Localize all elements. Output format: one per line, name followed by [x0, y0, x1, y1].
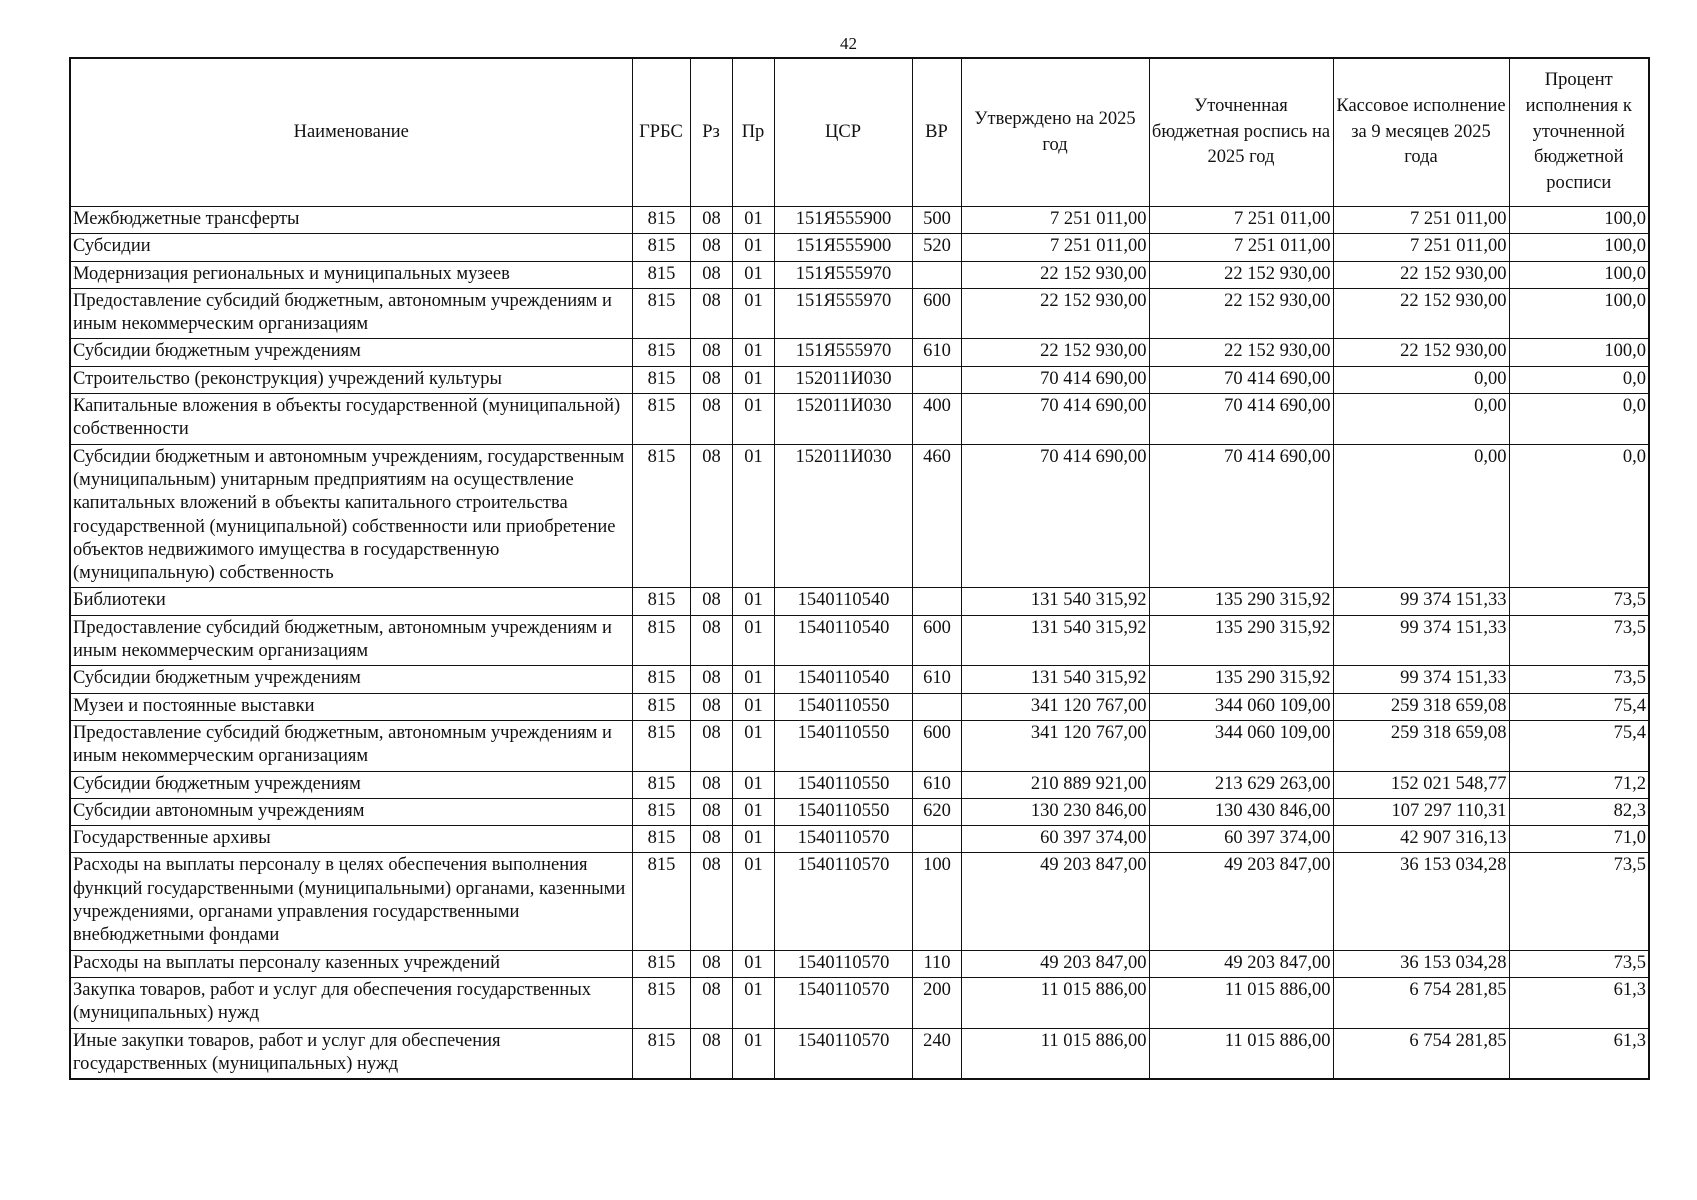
cell-approved: 11 015 886,00 — [961, 1028, 1149, 1079]
cell-percent: 100,0 — [1509, 288, 1649, 339]
cell-cash: 152 021 548,77 — [1333, 771, 1509, 798]
cell-vr: 500 — [912, 207, 961, 234]
cell-grbs: 815 — [632, 234, 690, 261]
cell-pr: 01 — [732, 771, 774, 798]
header-name: Наименование — [70, 58, 632, 207]
cell-refined: 22 152 930,00 — [1149, 339, 1333, 366]
cell-refined: 70 414 690,00 — [1149, 366, 1333, 393]
cell-approved: 49 203 847,00 — [961, 853, 1149, 950]
table-row — [70, 615, 1649, 666]
cell-rz: 08 — [690, 771, 732, 798]
cell-name: Субсидии бюджетным и автономным учреждениям, государственным (муниципальным) унитарным предприятиям на осуществление капитальных вложений в объекты капитального строительства государственной (муниципальной) собственности или приобретение объектов недвижимого имущества в государственную (муниципальную) собственность — [70, 444, 632, 588]
cell-percent: 71,0 — [1509, 826, 1649, 853]
cell-grbs: 815 — [632, 588, 690, 615]
cell-percent: 100,0 — [1509, 261, 1649, 288]
cell-approved: 131 540 315,92 — [961, 615, 1149, 666]
cell-grbs: 815 — [632, 444, 690, 588]
cell-csr: 1540110540 — [774, 615, 912, 666]
header-pr: Пр — [732, 58, 774, 207]
cell-vr — [912, 693, 961, 720]
cell-pr: 01 — [732, 366, 774, 393]
cell-approved: 7 251 011,00 — [961, 234, 1149, 261]
cell-vr — [912, 366, 961, 393]
cell-refined: 60 397 374,00 — [1149, 826, 1333, 853]
cell-cash: 36 153 034,28 — [1333, 853, 1509, 950]
cell-name: Предоставление субсидий бюджетным, автономным учреждениям и иным некоммерческим организациям — [70, 288, 632, 339]
cell-cash: 107 297 110,31 — [1333, 798, 1509, 825]
cell-refined: 135 290 315,92 — [1149, 588, 1333, 615]
cell-cash: 99 374 151,33 — [1333, 666, 1509, 693]
table-row — [70, 234, 1649, 261]
cell-csr: 1540110550 — [774, 693, 912, 720]
cell-rz: 08 — [690, 666, 732, 693]
cell-pr: 01 — [732, 798, 774, 825]
cell-percent: 73,5 — [1509, 853, 1649, 950]
cell-refined: 213 629 263,00 — [1149, 771, 1333, 798]
cell-vr: 620 — [912, 798, 961, 825]
cell-cash: 22 152 930,00 — [1333, 339, 1509, 366]
cell-percent: 82,3 — [1509, 798, 1649, 825]
cell-percent: 0,0 — [1509, 366, 1649, 393]
cell-percent: 73,5 — [1509, 666, 1649, 693]
table-row — [70, 394, 1649, 445]
table-row — [70, 261, 1649, 288]
cell-approved: 11 015 886,00 — [961, 977, 1149, 1028]
cell-vr: 600 — [912, 615, 961, 666]
cell-pr: 01 — [732, 693, 774, 720]
cell-rz: 08 — [690, 366, 732, 393]
cell-approved: 7 251 011,00 — [961, 207, 1149, 234]
cell-pr: 01 — [732, 950, 774, 977]
cell-refined: 7 251 011,00 — [1149, 234, 1333, 261]
cell-pr: 01 — [732, 1028, 774, 1079]
cell-csr: 151Я555900 — [774, 234, 912, 261]
cell-vr: 240 — [912, 1028, 961, 1079]
cell-pr: 01 — [732, 288, 774, 339]
cell-vr — [912, 588, 961, 615]
cell-csr: 151Я555970 — [774, 339, 912, 366]
cell-vr: 610 — [912, 666, 961, 693]
cell-percent: 61,3 — [1509, 1028, 1649, 1079]
cell-grbs: 815 — [632, 666, 690, 693]
cell-csr: 151Я555970 — [774, 261, 912, 288]
cell-grbs: 815 — [632, 207, 690, 234]
cell-percent: 75,4 — [1509, 720, 1649, 771]
cell-cash: 6 754 281,85 — [1333, 977, 1509, 1028]
cell-name: Предоставление субсидий бюджетным, автономным учреждениям и иным некоммерческим организациям — [70, 720, 632, 771]
table-row — [70, 444, 1649, 588]
cell-cash: 0,00 — [1333, 394, 1509, 445]
header-approved: Утверждено на 2025 год — [961, 58, 1149, 207]
table-body — [70, 207, 1649, 1080]
cell-refined: 70 414 690,00 — [1149, 444, 1333, 588]
cell-refined: 135 290 315,92 — [1149, 666, 1333, 693]
cell-cash: 259 318 659,08 — [1333, 693, 1509, 720]
cell-grbs: 815 — [632, 720, 690, 771]
cell-approved: 70 414 690,00 — [961, 394, 1149, 445]
cell-percent: 73,5 — [1509, 588, 1649, 615]
cell-name: Иные закупки товаров, работ и услуг для обеспечения государственных (муниципальных) нужд — [70, 1028, 632, 1079]
table-row — [70, 693, 1649, 720]
cell-approved: 22 152 930,00 — [961, 288, 1149, 339]
cell-grbs: 815 — [632, 977, 690, 1028]
table-row — [70, 207, 1649, 234]
cell-grbs: 815 — [632, 950, 690, 977]
cell-grbs: 815 — [632, 693, 690, 720]
table-row — [70, 771, 1649, 798]
cell-percent: 0,0 — [1509, 444, 1649, 588]
cell-csr: 1540110540 — [774, 588, 912, 615]
cell-percent: 75,4 — [1509, 693, 1649, 720]
cell-pr: 01 — [732, 720, 774, 771]
cell-pr: 01 — [732, 339, 774, 366]
cell-cash: 0,00 — [1333, 366, 1509, 393]
cell-percent: 61,3 — [1509, 977, 1649, 1028]
cell-name: Библиотеки — [70, 588, 632, 615]
cell-percent: 100,0 — [1509, 234, 1649, 261]
cell-approved: 49 203 847,00 — [961, 950, 1149, 977]
cell-refined: 11 015 886,00 — [1149, 977, 1333, 1028]
cell-approved: 70 414 690,00 — [961, 366, 1149, 393]
cell-grbs: 815 — [632, 853, 690, 950]
cell-name: Капитальные вложения в объекты государственной (муниципальной) собственности — [70, 394, 632, 445]
cell-grbs: 815 — [632, 615, 690, 666]
cell-pr: 01 — [732, 444, 774, 588]
cell-vr: 100 — [912, 853, 961, 950]
cell-csr: 1540110550 — [774, 798, 912, 825]
cell-csr: 1540110570 — [774, 826, 912, 853]
table-row — [70, 288, 1649, 339]
cell-vr: 110 — [912, 950, 961, 977]
cell-grbs: 815 — [632, 798, 690, 825]
cell-pr: 01 — [732, 207, 774, 234]
cell-pr: 01 — [732, 234, 774, 261]
table-row — [70, 1028, 1649, 1079]
cell-percent: 100,0 — [1509, 207, 1649, 234]
cell-refined: 7 251 011,00 — [1149, 207, 1333, 234]
cell-rz: 08 — [690, 207, 732, 234]
cell-pr: 01 — [732, 394, 774, 445]
cell-rz: 08 — [690, 720, 732, 771]
cell-rz: 08 — [690, 1028, 732, 1079]
cell-percent: 71,2 — [1509, 771, 1649, 798]
cell-cash: 42 907 316,13 — [1333, 826, 1509, 853]
table-row — [70, 798, 1649, 825]
cell-rz: 08 — [690, 977, 732, 1028]
header-percent: Процент исполнения к уточненной бюджетной росписи — [1509, 58, 1649, 207]
cell-name: Государственные архивы — [70, 826, 632, 853]
cell-refined: 344 060 109,00 — [1149, 693, 1333, 720]
cell-csr: 1540110540 — [774, 666, 912, 693]
cell-rz: 08 — [690, 853, 732, 950]
table-row — [70, 366, 1649, 393]
cell-cash: 6 754 281,85 — [1333, 1028, 1509, 1079]
cell-csr: 152011И030 — [774, 394, 912, 445]
cell-name: Расходы на выплаты персоналу казенных учреждений — [70, 950, 632, 977]
cell-rz: 08 — [690, 234, 732, 261]
cell-vr — [912, 261, 961, 288]
cell-name: Субсидии бюджетным учреждениям — [70, 666, 632, 693]
cell-pr: 01 — [732, 615, 774, 666]
cell-percent: 0,0 — [1509, 394, 1649, 445]
cell-vr: 460 — [912, 444, 961, 588]
cell-approved: 22 152 930,00 — [961, 339, 1149, 366]
cell-grbs: 815 — [632, 394, 690, 445]
header-csr: ЦСР — [774, 58, 912, 207]
header-vr: ВР — [912, 58, 961, 207]
table-row — [70, 977, 1649, 1028]
cell-pr: 01 — [732, 826, 774, 853]
cell-cash: 36 153 034,28 — [1333, 950, 1509, 977]
cell-vr: 610 — [912, 339, 961, 366]
table-row — [70, 826, 1649, 853]
cell-refined: 49 203 847,00 — [1149, 950, 1333, 977]
cell-approved: 341 120 767,00 — [961, 720, 1149, 771]
cell-name: Субсидии автономным учреждениям — [70, 798, 632, 825]
cell-name: Модернизация региональных и муниципальных музеев — [70, 261, 632, 288]
cell-approved: 70 414 690,00 — [961, 444, 1149, 588]
cell-csr: 1540110550 — [774, 771, 912, 798]
cell-grbs: 815 — [632, 771, 690, 798]
table-row — [70, 720, 1649, 771]
cell-cash: 99 374 151,33 — [1333, 588, 1509, 615]
cell-approved: 131 540 315,92 — [961, 666, 1149, 693]
page-number: 42 — [840, 34, 857, 53]
cell-grbs: 815 — [632, 288, 690, 339]
cell-approved: 131 540 315,92 — [961, 588, 1149, 615]
table-row — [70, 666, 1649, 693]
cell-vr — [912, 826, 961, 853]
table-row — [70, 853, 1649, 950]
cell-csr: 1540110570 — [774, 853, 912, 950]
cell-csr: 151Я555970 — [774, 288, 912, 339]
cell-percent: 73,5 — [1509, 950, 1649, 977]
cell-approved: 341 120 767,00 — [961, 693, 1149, 720]
cell-refined: 70 414 690,00 — [1149, 394, 1333, 445]
cell-rz: 08 — [690, 693, 732, 720]
header-refined: Уточненная бюджетная роспись на 2025 год — [1149, 58, 1333, 207]
cell-pr: 01 — [732, 588, 774, 615]
cell-grbs: 815 — [632, 261, 690, 288]
table-row — [70, 339, 1649, 366]
cell-refined: 22 152 930,00 — [1149, 261, 1333, 288]
cell-name: Расходы на выплаты персоналу в целях обеспечения выполнения функций государственными (муниципальными) органами, казенными учреждениями, органами управления государственными внебюджетными фондами — [70, 853, 632, 950]
cell-rz: 08 — [690, 588, 732, 615]
cell-approved: 22 152 930,00 — [961, 261, 1149, 288]
cell-csr: 152011И030 — [774, 366, 912, 393]
cell-refined: 344 060 109,00 — [1149, 720, 1333, 771]
cell-name: Закупка товаров, работ и услуг для обеспечения государственных (муниципальных) нужд — [70, 977, 632, 1028]
cell-vr: 610 — [912, 771, 961, 798]
cell-refined: 135 290 315,92 — [1149, 615, 1333, 666]
cell-rz: 08 — [690, 394, 732, 445]
cell-name: Музеи и постоянные выставки — [70, 693, 632, 720]
cell-pr: 01 — [732, 977, 774, 1028]
table-header — [70, 58, 1649, 207]
cell-csr: 151Я555900 — [774, 207, 912, 234]
cell-name: Предоставление субсидий бюджетным, автономным учреждениям и иным некоммерческим организациям — [70, 615, 632, 666]
cell-name: Субсидии бюджетным учреждениям — [70, 339, 632, 366]
cell-pr: 01 — [732, 261, 774, 288]
cell-cash: 7 251 011,00 — [1333, 207, 1509, 234]
cell-pr: 01 — [732, 853, 774, 950]
cell-rz: 08 — [690, 615, 732, 666]
cell-rz: 08 — [690, 826, 732, 853]
cell-csr: 1540110570 — [774, 950, 912, 977]
cell-rz: 08 — [690, 798, 732, 825]
cell-cash: 0,00 — [1333, 444, 1509, 588]
cell-cash: 22 152 930,00 — [1333, 288, 1509, 339]
cell-rz: 08 — [690, 288, 732, 339]
cell-name: Субсидии — [70, 234, 632, 261]
cell-rz: 08 — [690, 950, 732, 977]
cell-grbs: 815 — [632, 339, 690, 366]
cell-grbs: 815 — [632, 1028, 690, 1079]
header-rz: Рз — [690, 58, 732, 207]
cell-csr: 1540110570 — [774, 977, 912, 1028]
cell-pr: 01 — [732, 666, 774, 693]
cell-grbs: 815 — [632, 366, 690, 393]
cell-rz: 08 — [690, 339, 732, 366]
cell-cash: 7 251 011,00 — [1333, 234, 1509, 261]
cell-refined: 11 015 886,00 — [1149, 1028, 1333, 1079]
cell-name: Межбюджетные трансферты — [70, 207, 632, 234]
cell-refined: 130 430 846,00 — [1149, 798, 1333, 825]
table-row — [70, 588, 1649, 615]
cell-vr: 400 — [912, 394, 961, 445]
cell-vr: 200 — [912, 977, 961, 1028]
cell-percent: 100,0 — [1509, 339, 1649, 366]
cell-refined: 22 152 930,00 — [1149, 288, 1333, 339]
header-grbs: ГРБС — [632, 58, 690, 207]
cell-name: Субсидии бюджетным учреждениям — [70, 771, 632, 798]
cell-csr: 152011И030 — [774, 444, 912, 588]
cell-vr: 600 — [912, 288, 961, 339]
cell-grbs: 815 — [632, 826, 690, 853]
cell-refined: 49 203 847,00 — [1149, 853, 1333, 950]
cell-name: Строительство (реконструкция) учреждений культуры — [70, 366, 632, 393]
table-row — [70, 950, 1649, 977]
header-cash: Кассовое исполнение за 9 месяцев 2025 года — [1333, 58, 1509, 207]
cell-cash: 99 374 151,33 — [1333, 615, 1509, 666]
cell-vr: 520 — [912, 234, 961, 261]
cell-cash: 22 152 930,00 — [1333, 261, 1509, 288]
cell-csr: 1540110570 — [774, 1028, 912, 1079]
cell-approved: 130 230 846,00 — [961, 798, 1149, 825]
budget-table — [69, 57, 1650, 1080]
cell-approved: 210 889 921,00 — [961, 771, 1149, 798]
cell-csr: 1540110550 — [774, 720, 912, 771]
cell-cash: 259 318 659,08 — [1333, 720, 1509, 771]
cell-rz: 08 — [690, 444, 732, 588]
cell-approved: 60 397 374,00 — [961, 826, 1149, 853]
cell-percent: 73,5 — [1509, 615, 1649, 666]
cell-rz: 08 — [690, 261, 732, 288]
cell-vr: 600 — [912, 720, 961, 771]
